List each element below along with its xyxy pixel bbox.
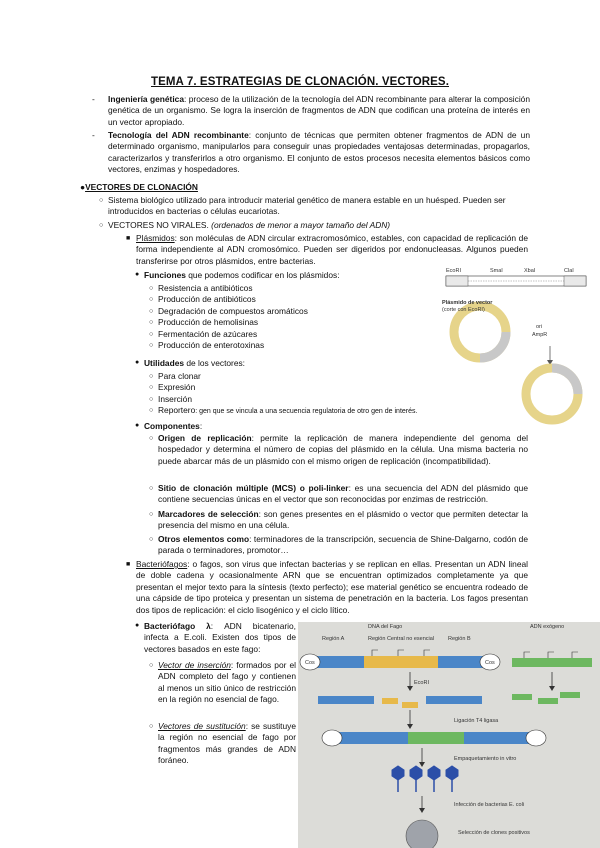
plasmid-figure	[440, 262, 592, 432]
dash-bullet: -	[92, 130, 95, 140]
bullet-dot-icon: ●	[135, 359, 140, 366]
plasmid-label: Plásmido de vector	[442, 300, 493, 306]
seleccion-label: Selección de clones positivos	[458, 830, 530, 836]
utilidades-list	[149, 371, 458, 417]
bullet-dot-icon: ●	[135, 422, 140, 429]
otros-paragraph: ○ Otros elementos como: terminadores de la transcripción, secuencia de Shine-Dalgarno, codón de parada o terminadores, promotor…	[149, 534, 528, 556]
clai-label: ClaI	[564, 268, 574, 274]
sitio-paragraph: ○ Sitio de clonación múltiple (MCS) o poli-linker: es una secuencia del ADN del plásmido que contiene secuencias únicas en el vector que son reconocidas por enzimas de restricción.	[149, 483, 528, 505]
adn-exogeno-label: ADN exógeno	[530, 624, 565, 630]
list-item: ○ Fermentación de azúcares	[149, 328, 258, 339]
marcadores-paragraph: ○ Marcadores de selección: son genes presentes en el plásmido o vector que permiten detectar la presencia del mismo en una célula.	[149, 509, 528, 531]
list-item: ○ Degradación de compuestos aromáticos	[149, 305, 308, 316]
exogenous-dna-bar	[512, 658, 592, 667]
phage-figure-photo	[298, 622, 600, 848]
region-central-label: Región Central no esencial	[368, 636, 435, 642]
phage-figure	[298, 622, 600, 848]
sustitucion-paragraph: ○ Vectores de sustitución: se sustituye la región no esencial de fago por fragmentos más grandes de ADN foráneo.	[149, 721, 296, 766]
componentes-line: ● Componentes:	[135, 421, 203, 431]
ingenieria-paragraph	[92, 94, 530, 128]
bullet-circle-icon: ○	[149, 384, 154, 392]
ori-label: ori	[536, 324, 543, 330]
bullet-circle-icon: ○	[149, 723, 154, 730]
xbai-label: XbaI	[524, 268, 536, 274]
sma-label: SmaI	[490, 268, 503, 274]
plasmidos-label: Plásmidos	[136, 233, 175, 243]
tecnologia-paragraph	[92, 130, 530, 176]
amp-label: AmpR	[532, 332, 548, 338]
list-item: ○ Reportero: gen que se vincula a una secuencia regulatoria de otro gen de interés.	[149, 405, 418, 416]
bacteriofagos-paragraph: ■ Bacteriófagos: o fagos, son virus que infectan bacterias y se replican en ellas. Presentan un ADN lineal de doble cadena y ocasionalmente ARN que se encuentran optimizados completamente ya que presentan el mejor texto para la síntesis (texto perfecto); ese material genético se encuentra rodeado de una cápside de tipo proteica y presentan un sistema de penetración en la bacteria. Los fagos presentan dos tipos de replicación: el ciclo lisogénico y el ciclo lítico.	[126, 559, 528, 615]
tecnologia-text: : conjunto de técnicas que permiten obtener fragmentos de ADN de un determinado organismo, manipularlos para conseguir unas propiedades ventajosas determinadas, propagarlos, caracterizarlos y transferirlos a otro organismo. El conjunto de estos procesos necesita elementos básicos como vectores, enzimas y hospedadores.	[108, 130, 530, 175]
bullet-circle-icon: ○	[149, 395, 154, 403]
cos-left-label: Cos	[305, 660, 315, 666]
bullet-circle-icon: ○	[149, 485, 154, 492]
utilidades-line: ● Utilidades de los vectores:	[135, 358, 246, 368]
bullet-circle-icon: ○	[99, 197, 104, 204]
list-item: ○ Producción de hemolisinas	[149, 317, 259, 328]
bullet-circle-icon: ○	[149, 296, 154, 304]
funciones-list	[149, 283, 308, 352]
nonessential-region	[364, 656, 438, 668]
plasmidos-paragraph: ■ Plásmidos: son moléculas de ADN circular extracromosómico, estables, con capacidad de replicación de forma independiente al ADN cromosómico. Pueden ser digeridos por endonucleasas. Algunos pueden transferirse por otros plásmidos, entre bacterias.	[126, 233, 528, 266]
bullet-circle-icon: ○	[149, 511, 154, 518]
bullet-circle-icon: ○	[149, 285, 154, 292]
bullet-dot-icon: ●	[80, 182, 86, 192]
dash-bullet: -	[92, 94, 95, 104]
tecnologia-label: Tecnología del ADN recombinante	[108, 130, 249, 140]
bullet-circle-icon: ○	[149, 407, 154, 415]
bullet-square-icon: ■	[126, 561, 131, 568]
list-item: ○ Producción de enterotoxinas	[149, 340, 265, 351]
ligasa-label: Ligación T4 ligasa	[454, 718, 499, 724]
bullet-circle-icon: ○	[149, 307, 154, 315]
list-item: ○ Inserción	[149, 393, 192, 404]
list-item: ○ Producción de antibióticos	[149, 294, 256, 305]
phage-particles	[392, 766, 458, 792]
list-item: ○ Para clonar	[149, 371, 201, 381]
bullet-circle-icon: ○	[149, 319, 154, 327]
bullet-dot-icon: ●	[135, 271, 140, 278]
bullet-square-icon: ■	[126, 235, 131, 242]
bacteria-cell	[406, 820, 438, 848]
vectores-definition: ○ Sistema biológico utilizado para introducir material genético de manera estable en un huésped. Pueden ser introducidos en bacterias o células eucariotas.	[99, 195, 506, 217]
region-a-label: Región A	[322, 636, 345, 642]
bullet-circle-icon: ○	[149, 435, 154, 442]
bullet-circle-icon: ○	[149, 662, 154, 669]
page-title: TEMA 7. ESTRATEGIAS DE CLONACIÓN. VECTORES.	[150, 76, 449, 88]
ingenieria-label: Ingeniería genética	[108, 94, 184, 104]
plasmid-sublabel: (corte con EcoRI)	[442, 307, 485, 313]
dna-fago-label: DNA del Fago	[368, 624, 403, 630]
list-item: ○ Expresión	[149, 382, 196, 393]
bullet-circle-icon: ○	[149, 373, 154, 380]
cos-right-label: Cos	[485, 660, 495, 666]
ecori-label: EcoRI	[446, 268, 461, 274]
bullet-circle-icon: ○	[149, 342, 154, 350]
no-virales-line: ○ VECTORES NO VIRALES. (ordenados de menor a mayor tamaño del ADN)	[99, 220, 391, 230]
lambda-paragraph: ● Bacteriófago λ: ADN bicatenario, infecta a E.coli. Existen dos tipos de vectores basados en este fago:	[135, 621, 296, 654]
origen-paragraph: ○ Origen de replicación: permite la replicación de manera independiente del genoma del hospedador y determina el número de copias del plásmido en la célula. Una misma bacteria no puede abarcar más de un plásmido con el mismo origen de replicación (incompatibilidad).	[149, 433, 528, 466]
vectores-heading: ●VECTORES DE CLONACIÓN	[80, 182, 198, 192]
bullet-dot-icon: ●	[135, 622, 140, 629]
list-item: ○ Resistencia a antibióticos	[149, 283, 253, 293]
insercion-paragraph: ○ Vector de inserción: formados por el ADN completo del fago y contienen al menos un sitio único de restricción en la región no esencial de fago.	[149, 660, 296, 705]
bullet-circle-icon: ○	[149, 536, 154, 543]
ingenieria-text: : proceso de la utilización de la tecnología del ADN recombinante para alterar la composición genética de un organismo. Se logra la inserción de fragmentos de ADN que codifican una proteína de interés en un vector apropiado.	[108, 94, 530, 127]
region-b-label: Región B	[448, 636, 471, 642]
ecori-step-label: EcoRI	[414, 680, 429, 686]
infeccion-label: Infección de bacterias E. coli	[454, 802, 525, 808]
bullet-circle-icon: ○	[99, 222, 104, 229]
empaquetamiento-label: Empaquetamiento in vitro	[454, 756, 517, 762]
funciones-line: ● Funciones que podemos codificar en los plásmidos:	[135, 270, 340, 280]
bullet-circle-icon: ○	[149, 330, 154, 338]
